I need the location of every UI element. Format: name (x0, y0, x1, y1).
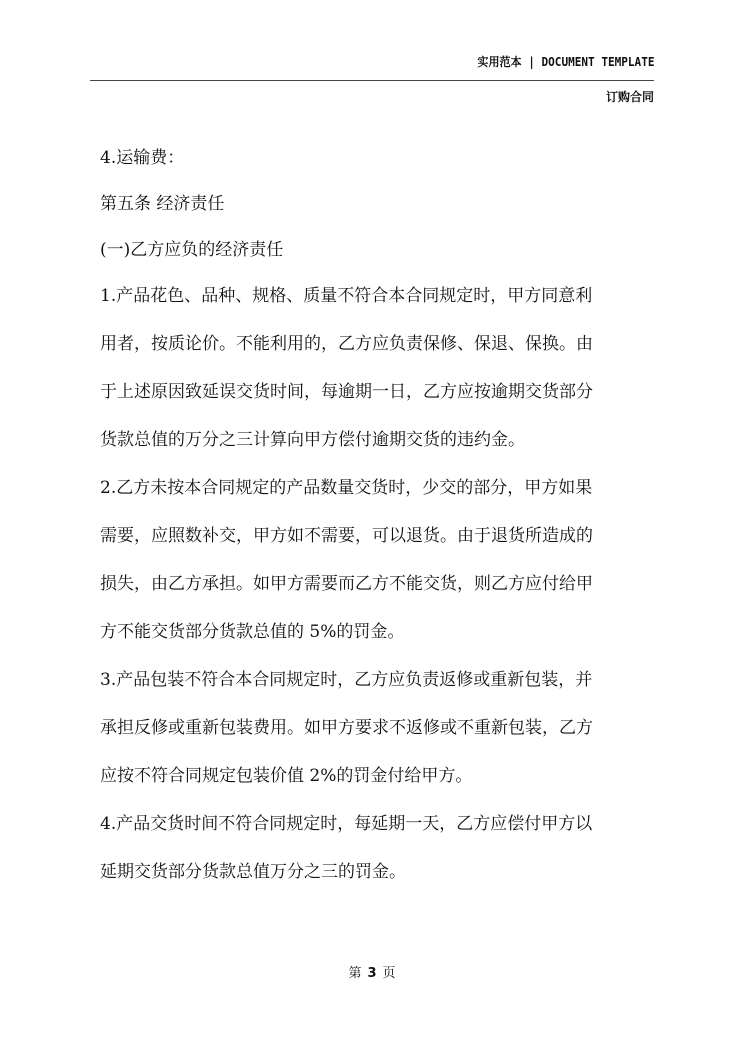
header-title: 实用范本 | DOCUMENT TEMPLATE (476, 55, 654, 69)
subsection-heading: (一)乙方应负的经济责任 (100, 240, 284, 260)
header-subtitle: 订购合同 (605, 90, 654, 104)
footer-suffix: 页 (382, 966, 396, 981)
document-body (100, 146, 654, 908)
text-line: 损失，由乙方承担。如甲方需要而乙方不能交货，则乙方应付给甲 (100, 574, 593, 594)
text-line: 1.产品花色、品种、规格、质量不符合本合同规定时，甲方同意利 (100, 286, 593, 306)
text-line: 4.产品交货时间不符合同规定时，每延期一天，乙方应偿付甲方以 (100, 814, 593, 834)
footer-prefix: 第 (348, 966, 362, 981)
clause-line: 4.运输费： (100, 148, 185, 168)
text-line: 于上述原因致延误交货时间，每逾期一日，乙方应按逾期交货部分 (100, 382, 593, 402)
text-line: 方不能交货部分货款总值的 5%的罚金。 (100, 622, 405, 642)
text-line: 3.产品包装不符合本合同规定时，乙方应负责返修或重新包装，并 (100, 670, 593, 690)
text-line: 延期交货部分货款总值万分之三的罚金。 (100, 862, 406, 882)
text-line: 货款总值的万分之三计算向甲方偿付逾期交货的违约金。 (100, 430, 525, 450)
page-number: 3 (367, 966, 377, 981)
text-line: 承担反修或重新包装费用。如甲方要求不返修或不重新包装，乙方 (100, 718, 593, 738)
page-header (0, 0, 744, 112)
text-line: 用者，按质论价。不能利用的，乙方应负责保修、保退、保换。由 (100, 334, 593, 354)
section-heading: 第五条 经济责任 (100, 194, 225, 214)
text-line: 需要，应照数补交，甲方如不需要，可以退货。由于退货所造成的 (100, 526, 593, 546)
text-line: 2.乙方未按本合同规定的产品数量交货时，少交的部分，甲方如果 (100, 478, 593, 498)
page-footer (0, 962, 744, 981)
text-line: 应按不符合同规定包装价值 2%的罚金付给甲方。 (100, 766, 473, 786)
header-divider (90, 80, 654, 81)
